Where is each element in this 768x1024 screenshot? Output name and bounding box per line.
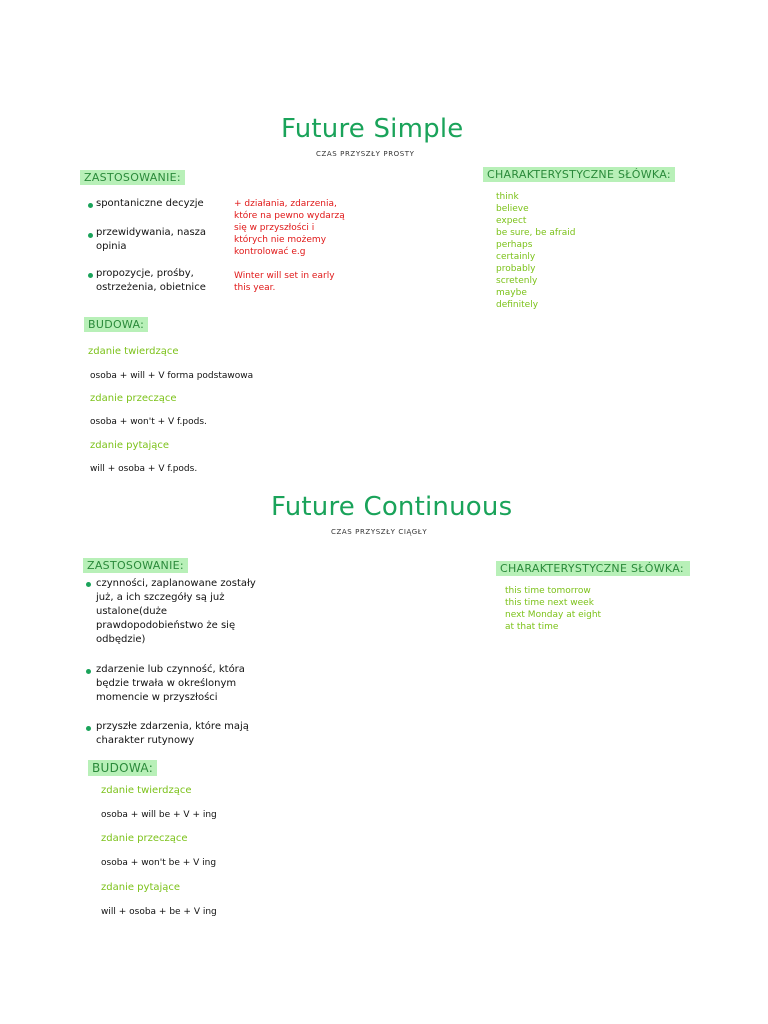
form-name: zdanie pytające: [101, 882, 181, 893]
form-formula: osoba + won't be + V ing: [101, 858, 217, 868]
future-simple-subtitle: CZAS PRZYSZŁY PROSTY: [316, 150, 415, 158]
word-item: probably: [496, 264, 536, 274]
word-item: perhaps: [496, 240, 533, 250]
form-name: zdanie twierdzące: [88, 346, 179, 357]
use-item: propozycje, prośby, ostrzeżenia, obietnice: [96, 268, 206, 293]
word-item: believe: [496, 204, 529, 214]
use-item: przyszłe zdarzenia, które mają charakter rutynowy: [96, 721, 249, 746]
bullet-dot: [88, 233, 93, 238]
word-item: this time next week: [505, 598, 594, 608]
word-item: expect: [496, 216, 527, 226]
form-formula: osoba + will + V forma podstawowa: [90, 371, 254, 381]
use-item: spontaniczne decyzje: [96, 198, 204, 209]
form-formula: will + osoba + be + V ing: [101, 907, 217, 917]
zastosowanie-label: ZASTOSOWANIE:: [80, 170, 185, 185]
charakterystyczne-label: CHARAKTERYSTYCZNE SŁÓWKA:: [483, 167, 675, 182]
budowa-label: BUDOWA:: [88, 760, 157, 776]
bullet-dot: [88, 203, 93, 208]
word-item: at that time: [505, 622, 559, 632]
word-item: scretenly: [496, 276, 538, 286]
word-item: next Monday at eight: [505, 610, 602, 620]
zastosowanie-label: ZASTOSOWANIE:: [83, 558, 188, 573]
bullet-dot: [88, 273, 93, 278]
form-formula: osoba + will be + V + ing: [101, 810, 217, 820]
word-item: be sure, be afraid: [496, 228, 576, 238]
word-item: certainly: [496, 252, 536, 262]
use-item: zdarzenie lub czynność, która będzie trwała w określonym momencie w przyszłości: [96, 664, 245, 703]
budowa-label: BUDOWA:: [84, 317, 148, 332]
word-item: this time tomorrow: [505, 586, 591, 596]
word-item: definitely: [496, 300, 539, 310]
bullet-dot: [86, 669, 91, 674]
form-name: zdanie pytające: [90, 440, 170, 451]
form-name: zdanie przeczące: [101, 833, 188, 844]
use-item: przewidywania, nasza opinia: [96, 227, 207, 252]
red-example: Winter will set in early this year.: [234, 271, 335, 293]
bullet-dot: [86, 726, 91, 731]
form-formula: osoba + won't + V f.pods.: [90, 417, 207, 427]
future-continuous-subtitle: CZAS PRZYSZŁY CIĄGŁY: [331, 528, 428, 536]
form-name: zdanie twierdzące: [101, 785, 192, 796]
word-item: think: [496, 192, 519, 202]
bullet-dot: [86, 582, 91, 587]
word-list: [496, 191, 576, 311]
word-item: maybe: [496, 288, 527, 298]
form-name: zdanie przeczące: [90, 393, 177, 404]
form-formula: will + osoba + V f.pods.: [90, 464, 198, 474]
use-item: czynności, zaplanowane zostały już, a ich szczegóły są już ustalone(duże prawdopodobieństwo że się odbędzie): [96, 578, 256, 645]
red-note: + działania, zdarzenia, które na pewno wydarzą się w przyszłości i których nie możemy kontrolować e.g: [234, 199, 345, 257]
charakterystyczne-label: CHARAKTERYSTYCZNE SŁÓWKA:: [496, 561, 690, 576]
future-continuous-title: Future Continuous: [271, 492, 513, 522]
word-list: [505, 585, 601, 633]
future-simple-title: Future Simple: [281, 114, 464, 144]
